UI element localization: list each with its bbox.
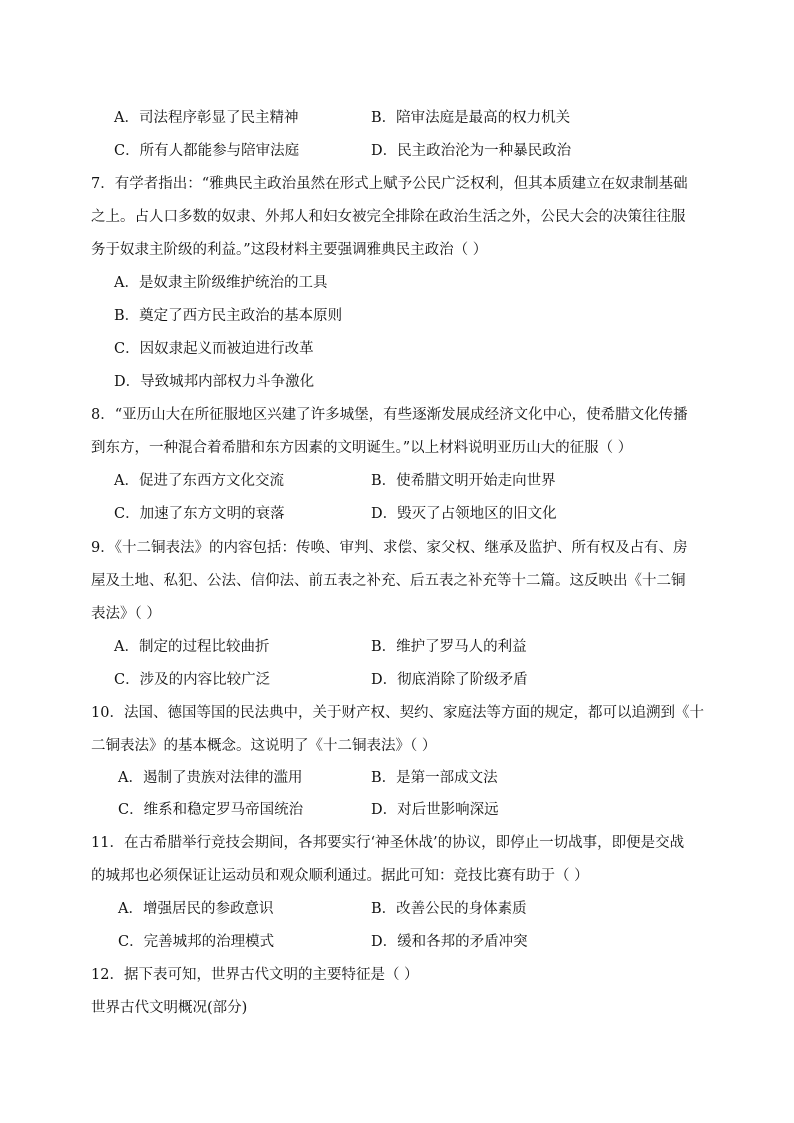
- q9-option-a[interactable]: A．制定的过程比较曲折: [114, 639, 270, 655]
- q8-option-b[interactable]: B．使希腊文明开始走向世界: [371, 473, 556, 489]
- q8-option-a[interactable]: A．促进了东西方文化交流: [114, 473, 284, 489]
- q9-stem-line-3: 表法》（ ）: [91, 606, 161, 622]
- q8-stem-line-2: 到东方，一种混合着希腊和东方因素的文明诞生。”以上材料说明亚历山大的征服（ ）: [91, 440, 633, 456]
- q6-option-row-1: [0, 108, 794, 128]
- q6-option-b[interactable]: B．陪审法庭是最高的权力机关: [371, 110, 571, 126]
- q8-option-c[interactable]: C．加速了东方文明的衰落: [114, 506, 285, 522]
- q10-option-row-1: [0, 768, 794, 788]
- q10-option-b[interactable]: B．是第一部成文法: [371, 770, 498, 786]
- q9-option-row-1: [0, 637, 794, 657]
- q11-option-c[interactable]: C．完善城邦的治理模式: [118, 934, 275, 950]
- q6-option-row-2: [0, 141, 794, 161]
- q10-stem-line-2: 二铜表法》的基本概念。这说明了《十二铜表法》（ ）: [91, 738, 437, 754]
- q7-stem-line-1: 7．有学者指出：“雅典民主政治虽然在形式上赋予公民广泛权利，但其本质建立在奴隶制基础: [91, 176, 688, 192]
- q11-option-d[interactable]: D．缓和各邦的矛盾冲突: [371, 934, 528, 950]
- q10-option-a[interactable]: A．遏制了贵族对法律的滥用: [118, 770, 303, 786]
- q9-stem-line-2: 屋及土地、私犯、公法、信仰法、前五表之补充、后五表之补充等十二篇。这反映出《十二铜: [91, 573, 686, 589]
- q11-stem-line-1: 11．在古希腊举行竞技会期间，各邦要实行‘神圣休战’的协议，即停止一切战事，即便是交战: [91, 835, 685, 851]
- q12-table-caption: 世界古代文明概况(部分): [91, 1000, 248, 1016]
- q9-option-row-2: [0, 670, 794, 690]
- q6-option-a[interactable]: A．司法程序彰显了民主精神: [114, 110, 299, 126]
- q10-option-c[interactable]: C．维系和稳定罗马帝国统治: [118, 802, 304, 818]
- q9-stem-line-1: 9．《十二铜表法》的内容包括：传唤、审判、求偿、家父权、继承及监护、所有权及占有、房: [91, 540, 688, 556]
- q12-stem-line-1: 12．据下表可知，世界古代文明的主要特征是（ ）: [91, 967, 419, 983]
- q7-option-a[interactable]: A．是奴隶主阶级维护统治的工具: [114, 275, 328, 291]
- q11-option-row-2: [0, 932, 794, 952]
- q10-option-row-2: [0, 800, 794, 820]
- q7-option-d[interactable]: D．导致城邦内部权力斗争激化: [114, 374, 315, 390]
- q8-option-row-1: [0, 471, 794, 491]
- q6-option-d[interactable]: D．民主政治沦为一种暴民政治: [371, 143, 572, 159]
- q10-option-d[interactable]: D．对后世影响深远: [371, 802, 499, 818]
- q11-option-b[interactable]: B．改善公民的身体素质: [371, 901, 527, 917]
- q8-option-row-2: [0, 504, 794, 524]
- q7-stem-line-2: 之上。占人口多数的奴隶、外邦人和妇女被完全排除在政治生活之外，公民大会的决策往往服: [91, 209, 686, 225]
- q7-stem-line-3: 务于奴隶主阶级的利益。”这段材料主要强调雅典民主政治（ ）: [91, 242, 488, 258]
- q11-option-row-1: [0, 899, 794, 919]
- q6-option-c[interactable]: C．所有人都能参与陪审法庭: [114, 143, 300, 159]
- q9-option-d[interactable]: D．彻底消除了阶级矛盾: [371, 672, 528, 688]
- q7-option-b[interactable]: B．奠定了西方民主政治的基本原则: [114, 308, 343, 324]
- q11-stem-line-2: 的城邦也必须保证让运动员和观众顺利通过。据此可知：竞技比赛有助于（ ）: [91, 868, 589, 884]
- q10-stem-line-1: 10．法国、德国等国的民法典中，关于财产权、契约、家庭法等方面的规定，都可以追溯到《十: [91, 705, 704, 721]
- q9-option-c[interactable]: C．涉及的内容比较广泛: [114, 672, 271, 688]
- q8-option-d[interactable]: D．毁灭了占领地区的旧文化: [371, 506, 557, 522]
- q7-option-c[interactable]: C．因奴隶起义而被迫进行改革: [114, 341, 314, 357]
- q8-stem-line-1: 8．“亚历山大在所征服地区兴建了许多城堡，有些逐渐发展成经济文化中心，使希腊文化传播: [91, 407, 688, 423]
- q11-option-a[interactable]: A．增强居民的参政意识: [118, 901, 274, 917]
- q9-option-b[interactable]: B．维护了罗马人的利益: [371, 639, 527, 655]
